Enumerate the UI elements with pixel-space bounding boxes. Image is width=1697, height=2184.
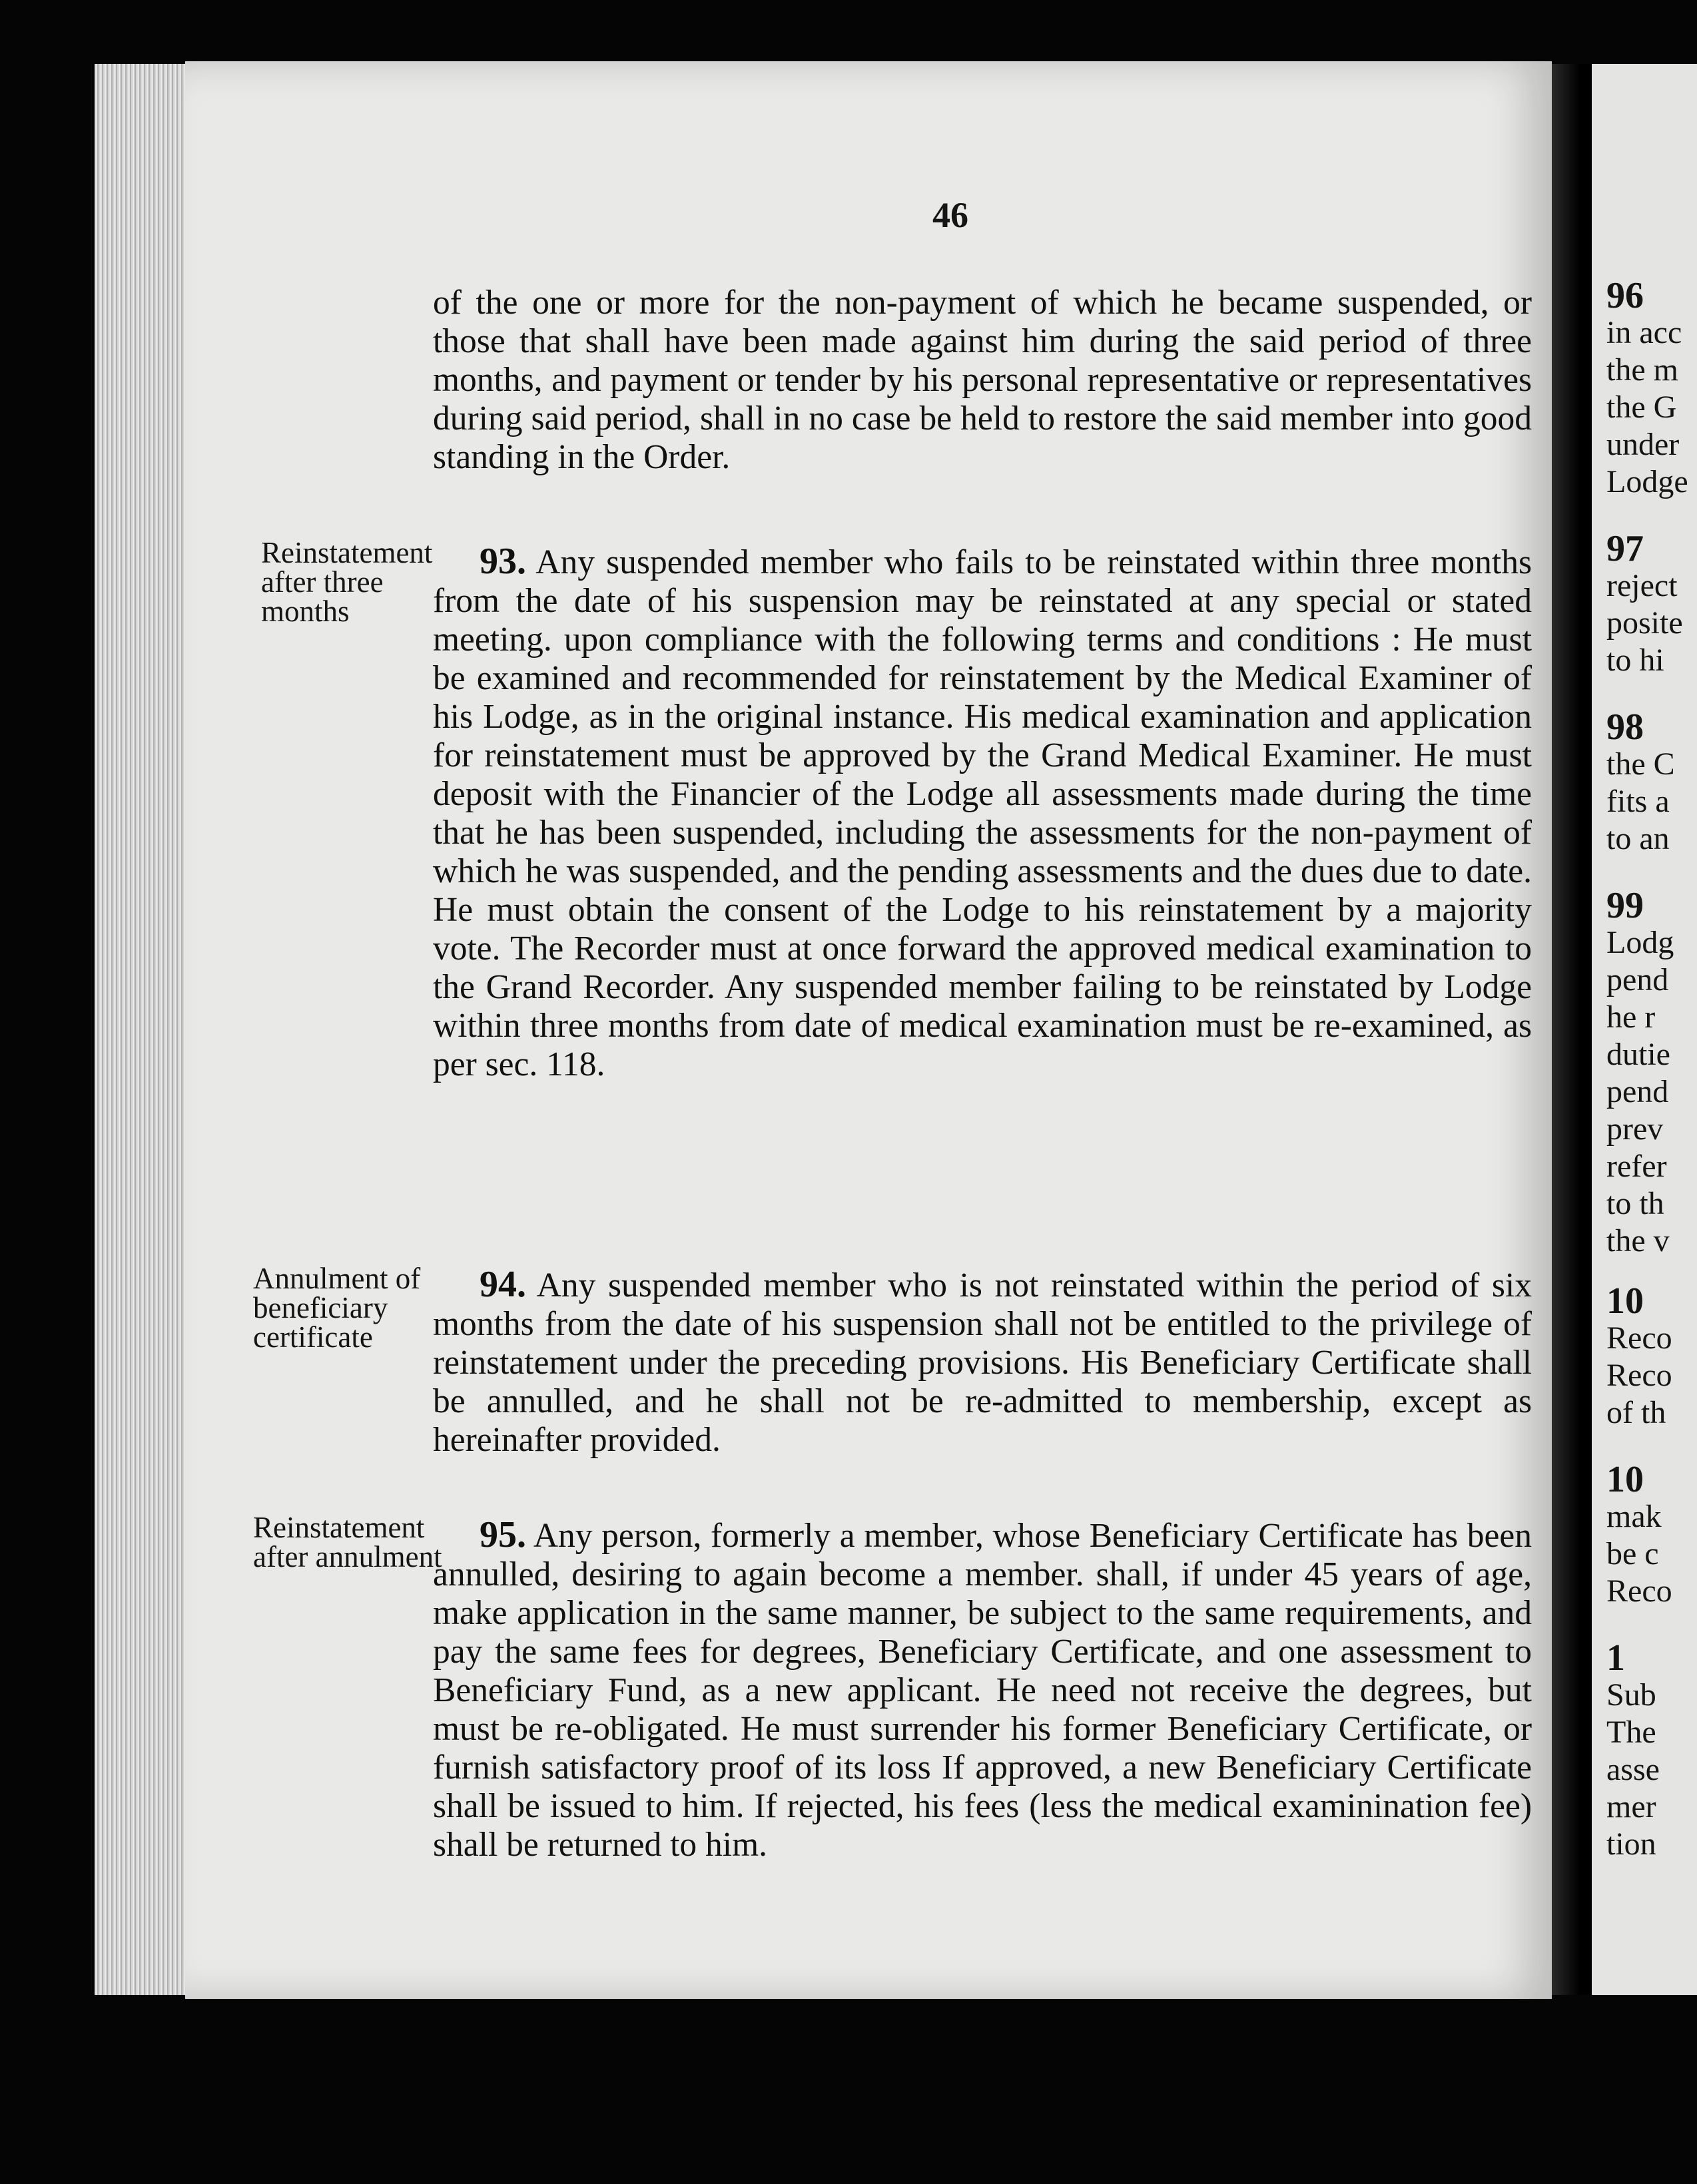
facing-page-line: 10 <box>1606 1280 1644 1322</box>
margin-note-section-95: Reinstatement after annulment <box>253 1511 442 1573</box>
facing-page-line: The <box>1606 1715 1656 1750</box>
facing-page-line: prev <box>1606 1111 1664 1147</box>
section-text: Any suspended member who fails to be reinstated within three months from the date of his suspension may be reinstated at any special or stated meeting. upon compliance with the following terms and conditions : He must be examined and recommended for reinstatement by the Medical Examiner of his Lodge, as in the original instance. His medical examination and application for reinstatement must be approved by the Grand Medical Examiner. He must deposit with the Financier of the Lodge all assessments made during the time that he has been suspended, including the assessments for the non-payment of which he was suspended, and the pending assessments and the dues due to date. He must obtain the consent of the Lodge to his reinstatement by a majority vote. The Recorder must at once forward the approved medical examination to the Grand Recorder. Any suspended member failing to be reinstated by Lodge within three months from date of medical examination must be re-examined, as per sec. 118. <box>433 543 1532 1083</box>
margin-note-section-93: Reinstatement after three months <box>261 536 433 628</box>
book-gutter <box>1552 64 1592 1995</box>
section-text: Any suspended member who is not reinstated within the period of six months from the date of his suspension shall not be entitled to the privilege of reinstatement under the preceding provisions. His Beneficiary Certificate shall be annulled, and he shall not be re-admitted to membership, except as hereinafter provided. <box>433 1266 1532 1459</box>
facing-page-line: pend <box>1606 962 1669 997</box>
facing-page-line: dutie <box>1606 1037 1670 1072</box>
facing-page-line: pend <box>1606 1074 1669 1109</box>
continuation-paragraph: of the one or more for the non-payment of which he became suspended, or those that shall have been made against him during the said period of three months, and payment or tender by his personal representative or representatives during said period, shall in no case be held to restore the said member into good standing in the Order. <box>433 284 1532 476</box>
facing-page-line: 97 <box>1606 528 1644 569</box>
facing-page-line: Reco <box>1606 1573 1672 1609</box>
facing-page-line: mer <box>1606 1789 1656 1824</box>
facing-page-fragment <box>1592 64 1697 1995</box>
facing-page-line: 1 <box>1606 1637 1625 1679</box>
facing-page-line: 99 <box>1606 885 1644 926</box>
section-95 <box>433 1515 1532 1864</box>
facing-page-line: Reco <box>1606 1320 1672 1356</box>
facing-page-line: he r <box>1606 999 1656 1035</box>
facing-page-line: Lodg <box>1606 925 1674 960</box>
facing-page-line: 98 <box>1606 706 1644 748</box>
facing-page-line: the m <box>1606 352 1678 388</box>
facing-page-line: mak <box>1606 1499 1662 1534</box>
facing-page-line: the C <box>1606 746 1675 782</box>
margin-note-section-94: Annulment of beneficiary certificate <box>253 1262 421 1354</box>
facing-page-line: the v <box>1606 1223 1670 1258</box>
facing-page-line: fits a <box>1606 784 1670 819</box>
facing-page-line: to an <box>1606 821 1670 856</box>
page-edges <box>95 64 188 1995</box>
facing-page-line: be c <box>1606 1536 1659 1571</box>
section-text: Any person, formerly a member, whose Beneficiary Certificate has been annulled, desiring to again become a member. shall, if under 45 years of age, make application in the same manner, be subject to the same requirements, and pay the same fees for degrees, Beneficiary Certificate, and one assessment to Beneficiary Fund, as a new applicant. He need not receive the degrees, but must be re-obligated. He must surrender his former Beneficiary Certificate, or furnish satisfactory proof of its loss If approved, a new Beneficiary Certificate shall be issued to him. If rejected, his fees (less the medical examinination fee) shall be returned to him. <box>433 1517 1532 1864</box>
facing-page-line: under <box>1606 427 1680 462</box>
facing-page-line: asse <box>1606 1752 1660 1787</box>
facing-page-line: refer <box>1606 1149 1667 1184</box>
facing-page-line: tion <box>1606 1826 1656 1862</box>
section-number: 93. <box>480 541 526 582</box>
facing-page-line: Sub <box>1606 1677 1656 1713</box>
facing-page-line: of th <box>1606 1395 1666 1430</box>
section-93 <box>433 542 1532 1084</box>
facing-page-line: reject <box>1606 568 1678 603</box>
page-number: 46 <box>932 195 968 235</box>
section-number: 95. <box>480 1514 526 1555</box>
facing-page-line: the G <box>1606 390 1677 425</box>
facing-page-line: posite <box>1606 605 1683 641</box>
facing-page-line: 96 <box>1606 275 1644 316</box>
facing-page-line: in acc <box>1606 315 1682 350</box>
facing-page-line: 10 <box>1606 1459 1644 1500</box>
facing-page-line: Reco <box>1606 1358 1672 1393</box>
facing-page-line: to hi <box>1606 643 1664 678</box>
facing-page-line: to th <box>1606 1186 1664 1221</box>
section-94 <box>433 1265 1532 1460</box>
section-number: 94. <box>480 1264 526 1305</box>
facing-page-line: Lodge <box>1606 464 1688 499</box>
